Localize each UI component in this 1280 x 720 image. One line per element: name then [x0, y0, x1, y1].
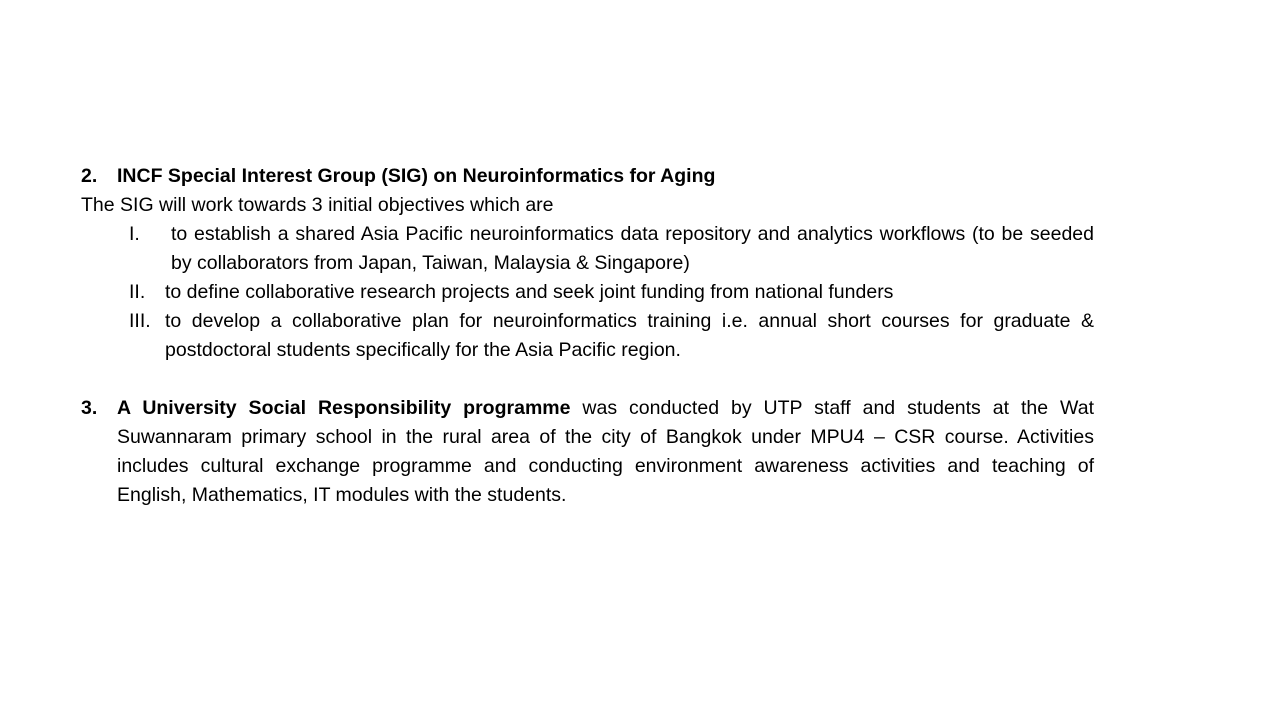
section-3-number: 3. [81, 397, 98, 419]
objective-text: to establish a shared Asia Pacific neuroinformatics data repository and analytics workflows (to be seeded by collaborators from Japan, Taiwan, Malaysia & Singapore) [171, 223, 1094, 274]
objective-item [81, 307, 1094, 365]
slide-content [81, 162, 1094, 510]
section-3-body: was conducted by UTP staff and students at the Wat Suwannaram primary school in the rural area of the city of Bangkok under MPU4 – CSR course. Activities includes cultural exchange programme and conducting environment awareness activities and teaching of English, Mathematics, IT modules with the students. [117, 397, 1094, 506]
objective-item [81, 278, 1094, 307]
section-2-heading [81, 162, 1094, 191]
section-2-intro: The SIG will work towards 3 initial objectives which are [81, 194, 554, 216]
objective-numeral: I. [129, 223, 140, 245]
objectives-list [81, 220, 1094, 365]
section-2-number: 2. [81, 165, 98, 187]
section-3-paragraph [81, 394, 1094, 510]
objective-text: to develop a collaborative plan for neuroinformatics training i.e. annual short courses for graduate & postdoctoral students specifically for the Asia Pacific region. [165, 310, 1094, 361]
section-spacer [81, 365, 1094, 394]
objective-text: to define collaborative research projects and seek joint funding from national funders [165, 281, 894, 303]
section-3-lead: A University Social Responsibility programme [117, 397, 571, 419]
objective-item [81, 220, 1094, 278]
section-2-title: INCF Special Interest Group (SIG) on Neuroinformatics for Aging [117, 165, 716, 187]
objective-numeral: II. [129, 281, 146, 303]
objective-numeral: III. [129, 310, 151, 332]
